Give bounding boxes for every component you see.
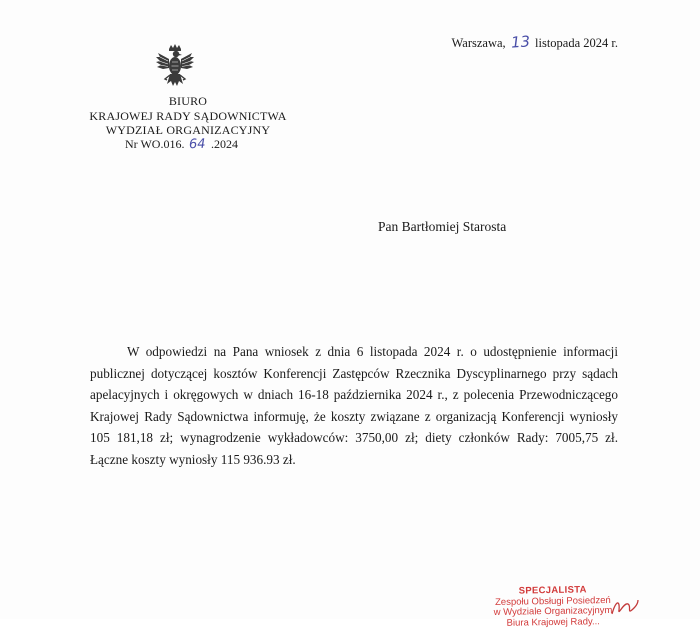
dateline (452, 33, 619, 51)
stamp-line-department: w Wydziale Organizacyjnym (493, 604, 613, 619)
official-stamp (478, 585, 629, 629)
office-header (88, 94, 288, 138)
dateline-month-year: listopada 2024 r. (535, 36, 618, 50)
office-line-krs: KRAJOWEJ RADY SĄDOWNICTWA (89, 108, 287, 123)
reference-number (125, 137, 238, 152)
reference-suffix: .2024 (210, 137, 238, 151)
dateline-city: Warszawa, (451, 36, 506, 50)
body-paragraph: W odpowiedzi na Pana wniosek z dnia 6 listopada 2024 r. o udostępnienie informacji publicznej dotyczącej kosztów Konferencji Zastępców Rzecznika Dyscyplinarnego przy sądach apelacyjnych i okręgowych w dniach 16-18 października 2024 r., z polecenia Przewodniczącego Krajowej Rady Sądownictwa informuję, że koszty związane z organizacją Konferencji wyniosły 105 181,18 zł; wynagrodzenie wykładowców: 3750,00 zł; diety członków Rady: 7005,75 zł. Łączne koszty wyniosły 115 936.93 zł. (90, 344, 618, 467)
signature-scribble-icon (610, 596, 640, 619)
stamp-title: SPECJALISTA (518, 584, 587, 597)
stamp-line-office: Biura Krajowej Rady... (506, 615, 600, 629)
office-line-biuro: BIURO (168, 94, 208, 108)
polish-eagle-emblem-icon (155, 44, 195, 90)
reference-prefix: Nr WO.016. (125, 137, 185, 151)
office-line-department: WYDZIAŁ ORGANIZACYJNY (105, 123, 271, 137)
dateline-day-handwritten: 13 (510, 32, 531, 52)
recipient-name: Pan Bartłomiej Starosta (378, 219, 507, 234)
stamp-line-team: Zespołu Obsługi Posiedzeń (494, 594, 611, 608)
reference-handwritten-number: 64 (189, 136, 207, 153)
